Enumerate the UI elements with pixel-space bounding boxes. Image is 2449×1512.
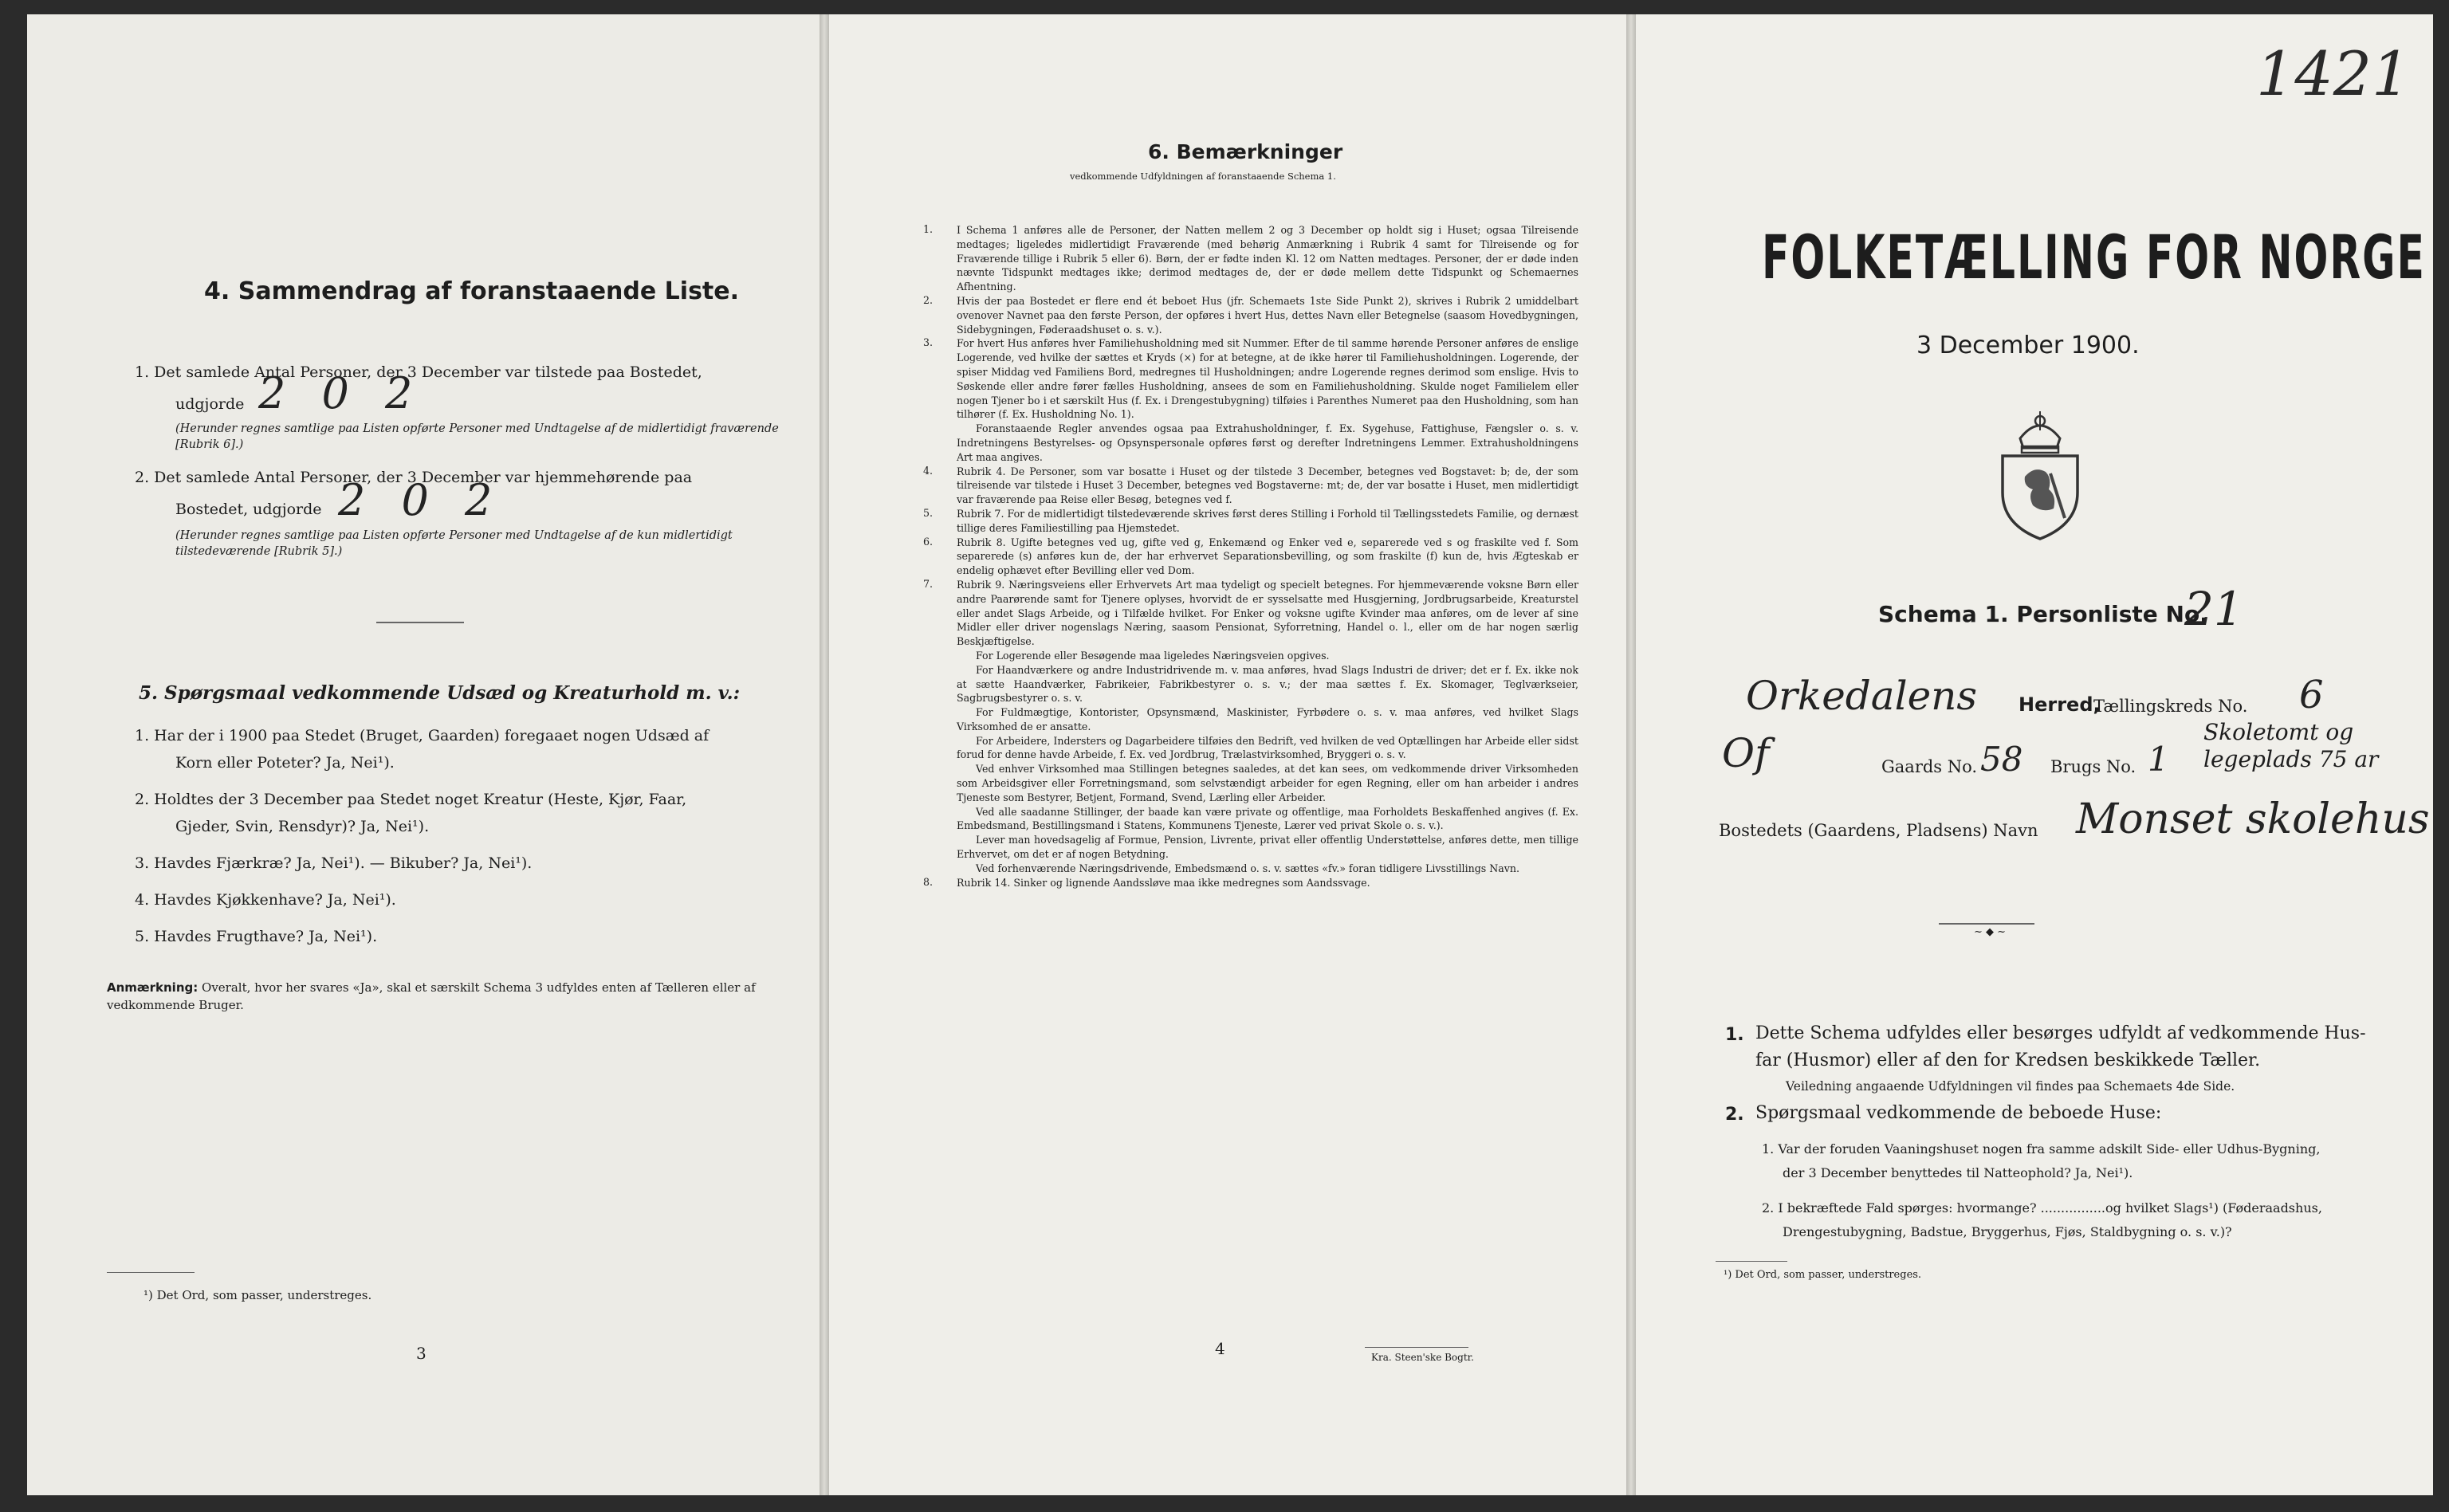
- remark-item: [923, 663, 1578, 705]
- sub2-line2: Drengestubygning, Badstue, Bryggerhus, Fjøs, Staldbygning o. s. v.)?: [1783, 1224, 2232, 1239]
- remark-number: 6.: [923, 535, 934, 548]
- q1-text: 1. Det samlede Antal Personer, der 3 December var tilstede paa Bostedet,: [135, 363, 702, 381]
- herred-label: Herred,: [2019, 693, 2101, 716]
- remark-text: For Haandværkere og andre Industridrivende m. v. maa anføres, hvad Slags Industri de driver; det er f. Ex. ikke nok at sætte Haandværker, Fabrikeier, Fabrikbestyrer o. s. v.; der maa sættes f. Ex. Skomager, Teglværkseier, Sagbrugsbestyrer o. s. v.: [957, 663, 1578, 705]
- remarks-title: 6. Bemærkninger: [1148, 140, 1343, 163]
- brugs-note-line1-handwritten: Skoletomt og: [2203, 719, 2354, 745]
- item2-title: Spørgsmaal vedkommende de beboede Huse:: [1755, 1103, 2162, 1123]
- q1-note: (Herunder regnes samtlige paa Listen opførte Personer med Undtagelse af de midlertidigt fraværende [Rubrik 6].): [175, 422, 779, 451]
- remark-text: Rubrik 4. De Personer, som var bosatte i Huset og der tilstede 3 December, betegnes ved Bogstavet: b; de, der som tilreisende var tilstede i Huset 3 December, betegnes ved Bogstaverne: mt; de, der var bosatte i Huset, men midlertidigt var fraværende paa Reise eller Besøg, betegnes ved f.: [957, 465, 1578, 506]
- item1-note: Veiledning angaaende Udfyldningen vil findes paa Schemaets 4de Side.: [1786, 1079, 2235, 1094]
- remark-item: [923, 223, 1578, 294]
- sub2-line1: 2. I bekræftede Fald spørges: hvormange? ................og hvilket Slags¹) (Føderaadshus,: [1762, 1200, 2322, 1215]
- sub1-line2: der 3 December benyttedes til Natteophold? Ja, Nei¹).: [1783, 1165, 2133, 1180]
- remark-number: 1.: [923, 223, 934, 235]
- q5-2-line2: Gjeder, Svin, Rensdyr)? Ja, Nei¹).: [175, 818, 430, 835]
- q5-5: 5. Havdes Frugthave? Ja, Nei¹).: [135, 928, 378, 945]
- q1-prefix: udgjorde: [175, 395, 245, 413]
- right-page: [1636, 14, 2433, 1495]
- footnote: ¹) Det Ord, som passer, understreges.: [143, 1288, 372, 1302]
- sub1-line1: 1. Var der foruden Vaaningshuset nogen fra samme adskilt Side- eller Udhus-Bygning,: [1762, 1141, 2321, 1157]
- census-date: 3 December 1900.: [1916, 332, 2140, 359]
- bosted-label: Bostedets (Gaardens, Pladsens) Navn: [1719, 821, 2038, 840]
- item2-number: 2.: [1725, 1105, 1744, 1125]
- remark-text: Ved alle saadanne Stillinger, der baade kan være private og offentlige, maa Forholdets Beskaffenhed angives (f. Ex. Embedsmand, Bestillingsmand i Statens, Kommunens Tjeneste, Lærer ved privat Skole o. s. v.).: [957, 805, 1578, 832]
- bosted-name-handwritten: Monset skolehus: [2076, 795, 2430, 843]
- remark-number: 2.: [923, 293, 934, 306]
- remark-item: [923, 862, 1578, 876]
- kreds-label: Tællingskreds No.: [2093, 697, 2248, 716]
- item1-number: 1.: [1725, 1025, 1744, 1045]
- of-prefix-handwritten: Of: [1722, 730, 1770, 776]
- gaards-number-handwritten: 58: [1980, 740, 2023, 779]
- middle-page: [829, 14, 1626, 1495]
- remark-item: [923, 705, 1578, 734]
- remark-text: For Fuldmægtige, Kontorister, Opsynsmænd, Maskinister, Fyrbødere o. s. v. maa anføres, ved hvilket Slags Virksomhed de er ansatte.: [957, 706, 1578, 732]
- brugs-label: Brugs No.: [2050, 757, 2136, 776]
- q2-value-handwritten: 2 0 2: [338, 475, 504, 525]
- q5-2-line1: 2. Holdtes der 3 December paa Stedet noget Kreatur (Heste, Kjør, Faar,: [135, 791, 687, 808]
- remark-item: [923, 422, 1578, 464]
- remark-number: 7.: [923, 577, 934, 590]
- item1-line1: Dette Schema udfyldes eller besørges udfyldt af vedkommende Hus-: [1755, 1023, 2366, 1043]
- q1-value-handwritten: 2 0 2: [258, 368, 424, 418]
- annotation-text: Overalt, hvor her svares «Ja», skal et særskilt Schema 3 udfyldes enten af Tælleren eller af vedkommende Bruger.: [107, 980, 756, 1012]
- remark-number: 3.: [923, 336, 934, 349]
- remark-item: [923, 649, 1578, 663]
- remark-text: Foranstaaende Regler anvendes ogsaa paa Extrahusholdninger, f. Ex. Sygehuse, Fattighuse, Fængsler o. s. v. Indretningens Bestyrelses- og Opsynspersonale opføres først og derefter Indretningens Lemmer. Extrahusholdningens Art maa angives.: [957, 422, 1578, 463]
- remark-text: Rubrik 7. For de midlertidigt tilstedeværende skrives først deres Stilling i Forhold til Tællingsstedets Familie, og dernæst tillige deres Familiestilling paa Hjemstedet.: [957, 507, 1578, 534]
- footnote: ¹) Det Ord, som passer, understreges.: [1724, 1269, 1922, 1281]
- remarks-list: [923, 223, 1578, 890]
- herred-name-handwritten: Orkedalens: [1746, 673, 1978, 719]
- printer-imprint: Kra. Steen'ske Bogtr.: [1371, 1352, 1474, 1363]
- remark-item: [923, 805, 1578, 834]
- form-title: FOLKETÆLLING FOR NORGE: [1762, 223, 2426, 293]
- brugs-number-handwritten: 1: [2148, 740, 2169, 779]
- remark-number: 5.: [923, 506, 934, 519]
- q2-prefix: Bostedet, udgjorde: [175, 501, 322, 518]
- ornament-icon: ~ ◆ ~: [1974, 926, 2007, 938]
- coat-of-arms-icon: [1993, 406, 2087, 545]
- q5-4: 4. Havdes Kjøkkenhave? Ja, Nei¹).: [135, 891, 396, 909]
- personliste-number-handwritten: 21: [2184, 582, 2243, 636]
- remark-text: For hvert Hus anføres hver Familiehusholdning med sit Nummer. Efter de til samme hørende Personer anføres de enslige Logerende, ved hvilke der sættes et Kryds (×) for at betegne, at de ikke hører til Familiehusholdningen. Logerende, der spiser Middag ved Familiens Bord, medregnes til Husholdningen; andre Logerende regnes derimod som enslige. Hvis to Søskende eller andre fører fælles Husholdning, ansees de som en Familiehusholdning. Skulde noget Familielem eller nogen Tjener bo i et særskilt Hus (f. Ex. i Drengestubygning) tilføies i Parenthes Numeret paa den Husholdning, som han tilhører (f. Ex. Husholdning No. 1).: [957, 337, 1578, 421]
- remark-text: I Schema 1 anføres alle de Personer, der Natten mellem 2 og 3 December op holdt sig i Huset; ogsaa Tilreisende medtages; ligeledes midlertidigt Fraværende (med behørig Anmærkning i Rubrik 4 samt for Tilreisende og for Fraværende tillige i Rubrik 5 eller 6). Børn, der er fødte inden Kl. 12 om Natten medtages. Personer, der er døde inden nævnte Tidspunkt medtages ikke; derimod medtages de, der er døde mellem dette Tidspunkt og Schemaernes Afhentning.: [957, 224, 1578, 293]
- brugs-note-line2-handwritten: legeplads 75 ar: [2203, 746, 2379, 772]
- footnote-rule: [1716, 1261, 1787, 1262]
- remark-number: 4.: [923, 464, 934, 477]
- remark-item: [923, 734, 1578, 763]
- remark-text: For Logerende eller Besøgende maa ligeledes Næringsveien opgives.: [976, 649, 1330, 662]
- remark-item: [923, 536, 1578, 578]
- page-number: 3: [416, 1344, 427, 1363]
- remark-text: For Arbeidere, Indersters og Dagarbeidere tilføies den Bedrift, ved hvilken de ved Optællingen har Arbeide eller sidst forud for denne havde Arbeide, f. Ex. ved Jordbrug, Trælastvirksomhed, Bryggeri o. s. v.: [957, 734, 1578, 761]
- section4-title: 4. Sammendrag af foranstaaende Liste.: [204, 277, 740, 305]
- q5-1-line2: Korn eller Poteter? Ja, Nei¹).: [175, 754, 395, 772]
- remark-text: Lever man hovedsagelig af Formue, Pension, Livrente, privat eller offentlig Understøttelse, anføres dette, men tillige Erhvervet, om det er af nogen Betydning.: [957, 834, 1578, 861]
- remark-item: [923, 336, 1578, 422]
- remark-item: [923, 507, 1578, 536]
- schema-label: Schema 1. Personliste No.: [1878, 601, 2208, 627]
- gaards-label: Gaards No.: [1881, 757, 1978, 776]
- footnote-rule: [107, 1272, 195, 1273]
- left-page: [27, 14, 820, 1495]
- remark-item: [923, 578, 1578, 649]
- remark-number: 8.: [923, 875, 934, 888]
- q2-note: (Herunder regnes samtlige paa Listen opførte Personer med Undtagelse af de kun midlertidigt tilstedeværende [Rubrik 5].): [175, 529, 733, 558]
- q2-text: 2. Det samlede Antal Personer, der 3 December var hjemmehørende paa: [135, 469, 693, 486]
- annotation-label: Anmærkning:: [107, 980, 199, 995]
- remark-text: Ved enhver Virksomhed maa Stillingen betegnes saaledes, at det kan sees, om vedkommende driver Virksomheden som Arbeidsgiver eller Forretningsmand, som selvstændigt arbeider for egen Regning, eller om han arbeider i andres Tjeneste som Bestyrer, Betjent, Formand, Svend, Lærling eller Arbeider.: [957, 763, 1578, 803]
- remark-text: Rubrik 9. Næringsveiens eller Erhvervets Art maa tydeligt og specielt betegnes. For hjemmeværende voksne Børn eller andre Paarørende samt for Tjenere oplyses, hvorvidt de er sysselsatte med Husgjerning, Jordbrugsarbeide, Kreaturstel eller andet Slags Arbeide, og i Tilfælde hvilket. For Enker og voksne ugifte Kvinder maa anføres, om de lever af sine Midler eller driver nogenslags Næring, saasom Pensionat, Syforretning, Handel o. l., eller om de har nogen særlig Beskjæftigelse.: [957, 578, 1578, 648]
- remark-item: [923, 465, 1578, 507]
- remark-item: [923, 876, 1578, 890]
- remark-item: [923, 762, 1578, 804]
- item1-line2: far (Husmor) eller af den for Kredsen beskikkede Tæller.: [1755, 1051, 2261, 1070]
- printer-rule: [1365, 1347, 1468, 1348]
- remarks-subtitle: vedkommende Udfyldningen af foranstaaende Schema 1.: [1070, 171, 1336, 182]
- gutter: [820, 14, 829, 1495]
- divider: [376, 622, 464, 623]
- section5-title: 5. Spørgsmaal vedkommende Udsæd og Kreaturhold m. v.:: [139, 682, 741, 704]
- gutter: [1626, 14, 1636, 1495]
- annotation: [107, 979, 776, 1014]
- archive-number-handwritten: 1421: [2256, 38, 2411, 109]
- remark-item: [923, 833, 1578, 862]
- divider: [1939, 923, 2034, 925]
- remark-text: Ved forhenværende Næringsdrivende, Embedsmænd o. s. v. sættes «fv.» foran tidligere Livsstillings Navn.: [976, 862, 1520, 874]
- remark-text: Rubrik 14. Sinker og lignende Aandssløve maa ikke medregnes som Aandssvage.: [957, 876, 1370, 889]
- remark-text: Rubrik 8. Ugifte betegnes ved ug, gifte ved g, Enkemænd og Enker ved e, separerede ved s og fraskilte ved f. Som separerede (s) anføres kun de, der har erhvervet Separationsbevilling, og som fraskilte (f) kun de, hvis Ægteskab er endelig ophævet efter Bevilling eller ved Dom.: [957, 536, 1578, 577]
- remark-item: [923, 294, 1578, 336]
- kreds-number-handwritten: 6: [2299, 673, 2324, 717]
- remark-text: Hvis der paa Bostedet er flere end ét beboet Hus (jfr. Schemaets 1ste Side Punkt 2), skrives i Rubrik 2 umiddelbart ovenover Navnet paa den første Person, der opføres i hvert Hus, dettes Navn eller Betegnelse (saasom Hovedbygningen, Sidebygningen, Føderaadshuset o. s. v.).: [957, 294, 1578, 336]
- page-number: 4: [1215, 1339, 1225, 1358]
- q5-1-line1: 1. Har der i 1900 paa Stedet (Bruget, Gaarden) foregaaet nogen Udsæd af: [135, 727, 710, 744]
- q5-3: 3. Havdes Fjærkræ? Ja, Nei¹). — Bikuber? Ja, Nei¹).: [135, 854, 533, 872]
